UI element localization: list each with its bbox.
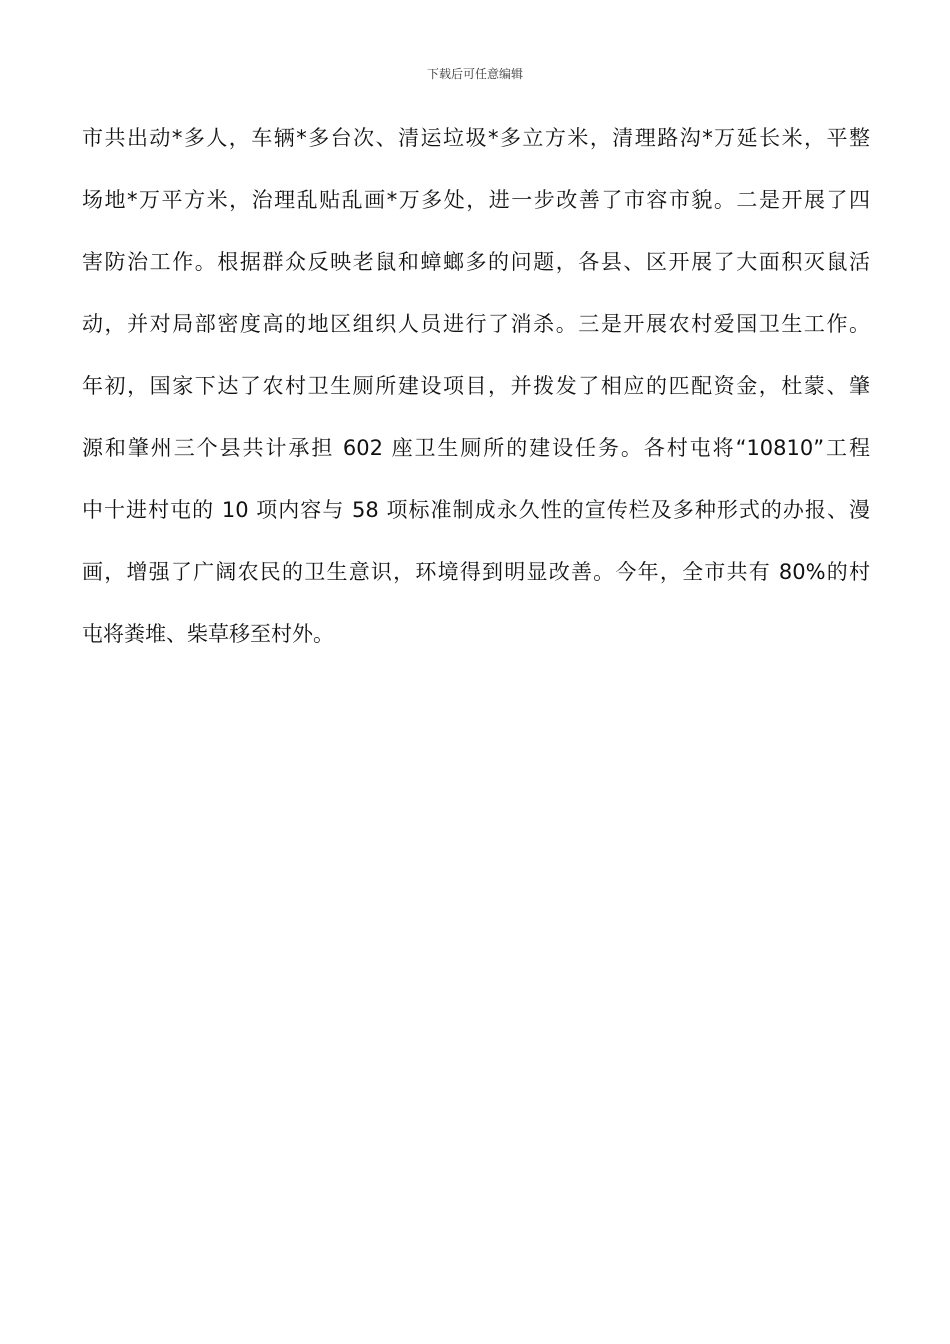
paragraph-line-2: 场地*万平方米，治理乱贴乱画*万多处，进一步改善了市容市貌。二是开展了四 [82,188,870,212]
paragraph-line-1: 市共出动*多人，车辆*多台次、清运垃圾*多立方米，清理路沟*万延长米，平整 [82,126,870,150]
paragraph-line-7: 中十进村屯的 10 项内容与 58 项标准制成永久性的宣传栏及多种形式的办报、漫 [82,498,870,522]
paragraph-line-4: 动，并对局部密度高的地区组织人员进行了消杀。三是开展农村爱国卫生工作。 [82,312,870,336]
paragraph-line-5: 年初，国家下达了农村卫生厕所建设项目，并拨发了相应的匹配资金，杜蒙、肇 [82,374,870,398]
body-paragraph [82,116,870,674]
paragraph-line-3: 害防治工作。根据群众反映老鼠和蟑螂多的问题，各县、区开展了大面积灭鼠活 [82,250,870,274]
header-note: 下载后可任意编辑 [426,67,523,81]
paragraph-line-9: 屯将粪堆、柴草移至村外。 [82,622,334,646]
paragraph-line-8: 画，增强了广阔农民的卫生意识，环境得到明显改善。今年，全市共有 80%的村 [82,560,870,584]
paragraph-line-6: 源和肇州三个县共计承担 602 座卫生厕所的建设任务。各村屯将“10810”工程 [82,436,870,460]
